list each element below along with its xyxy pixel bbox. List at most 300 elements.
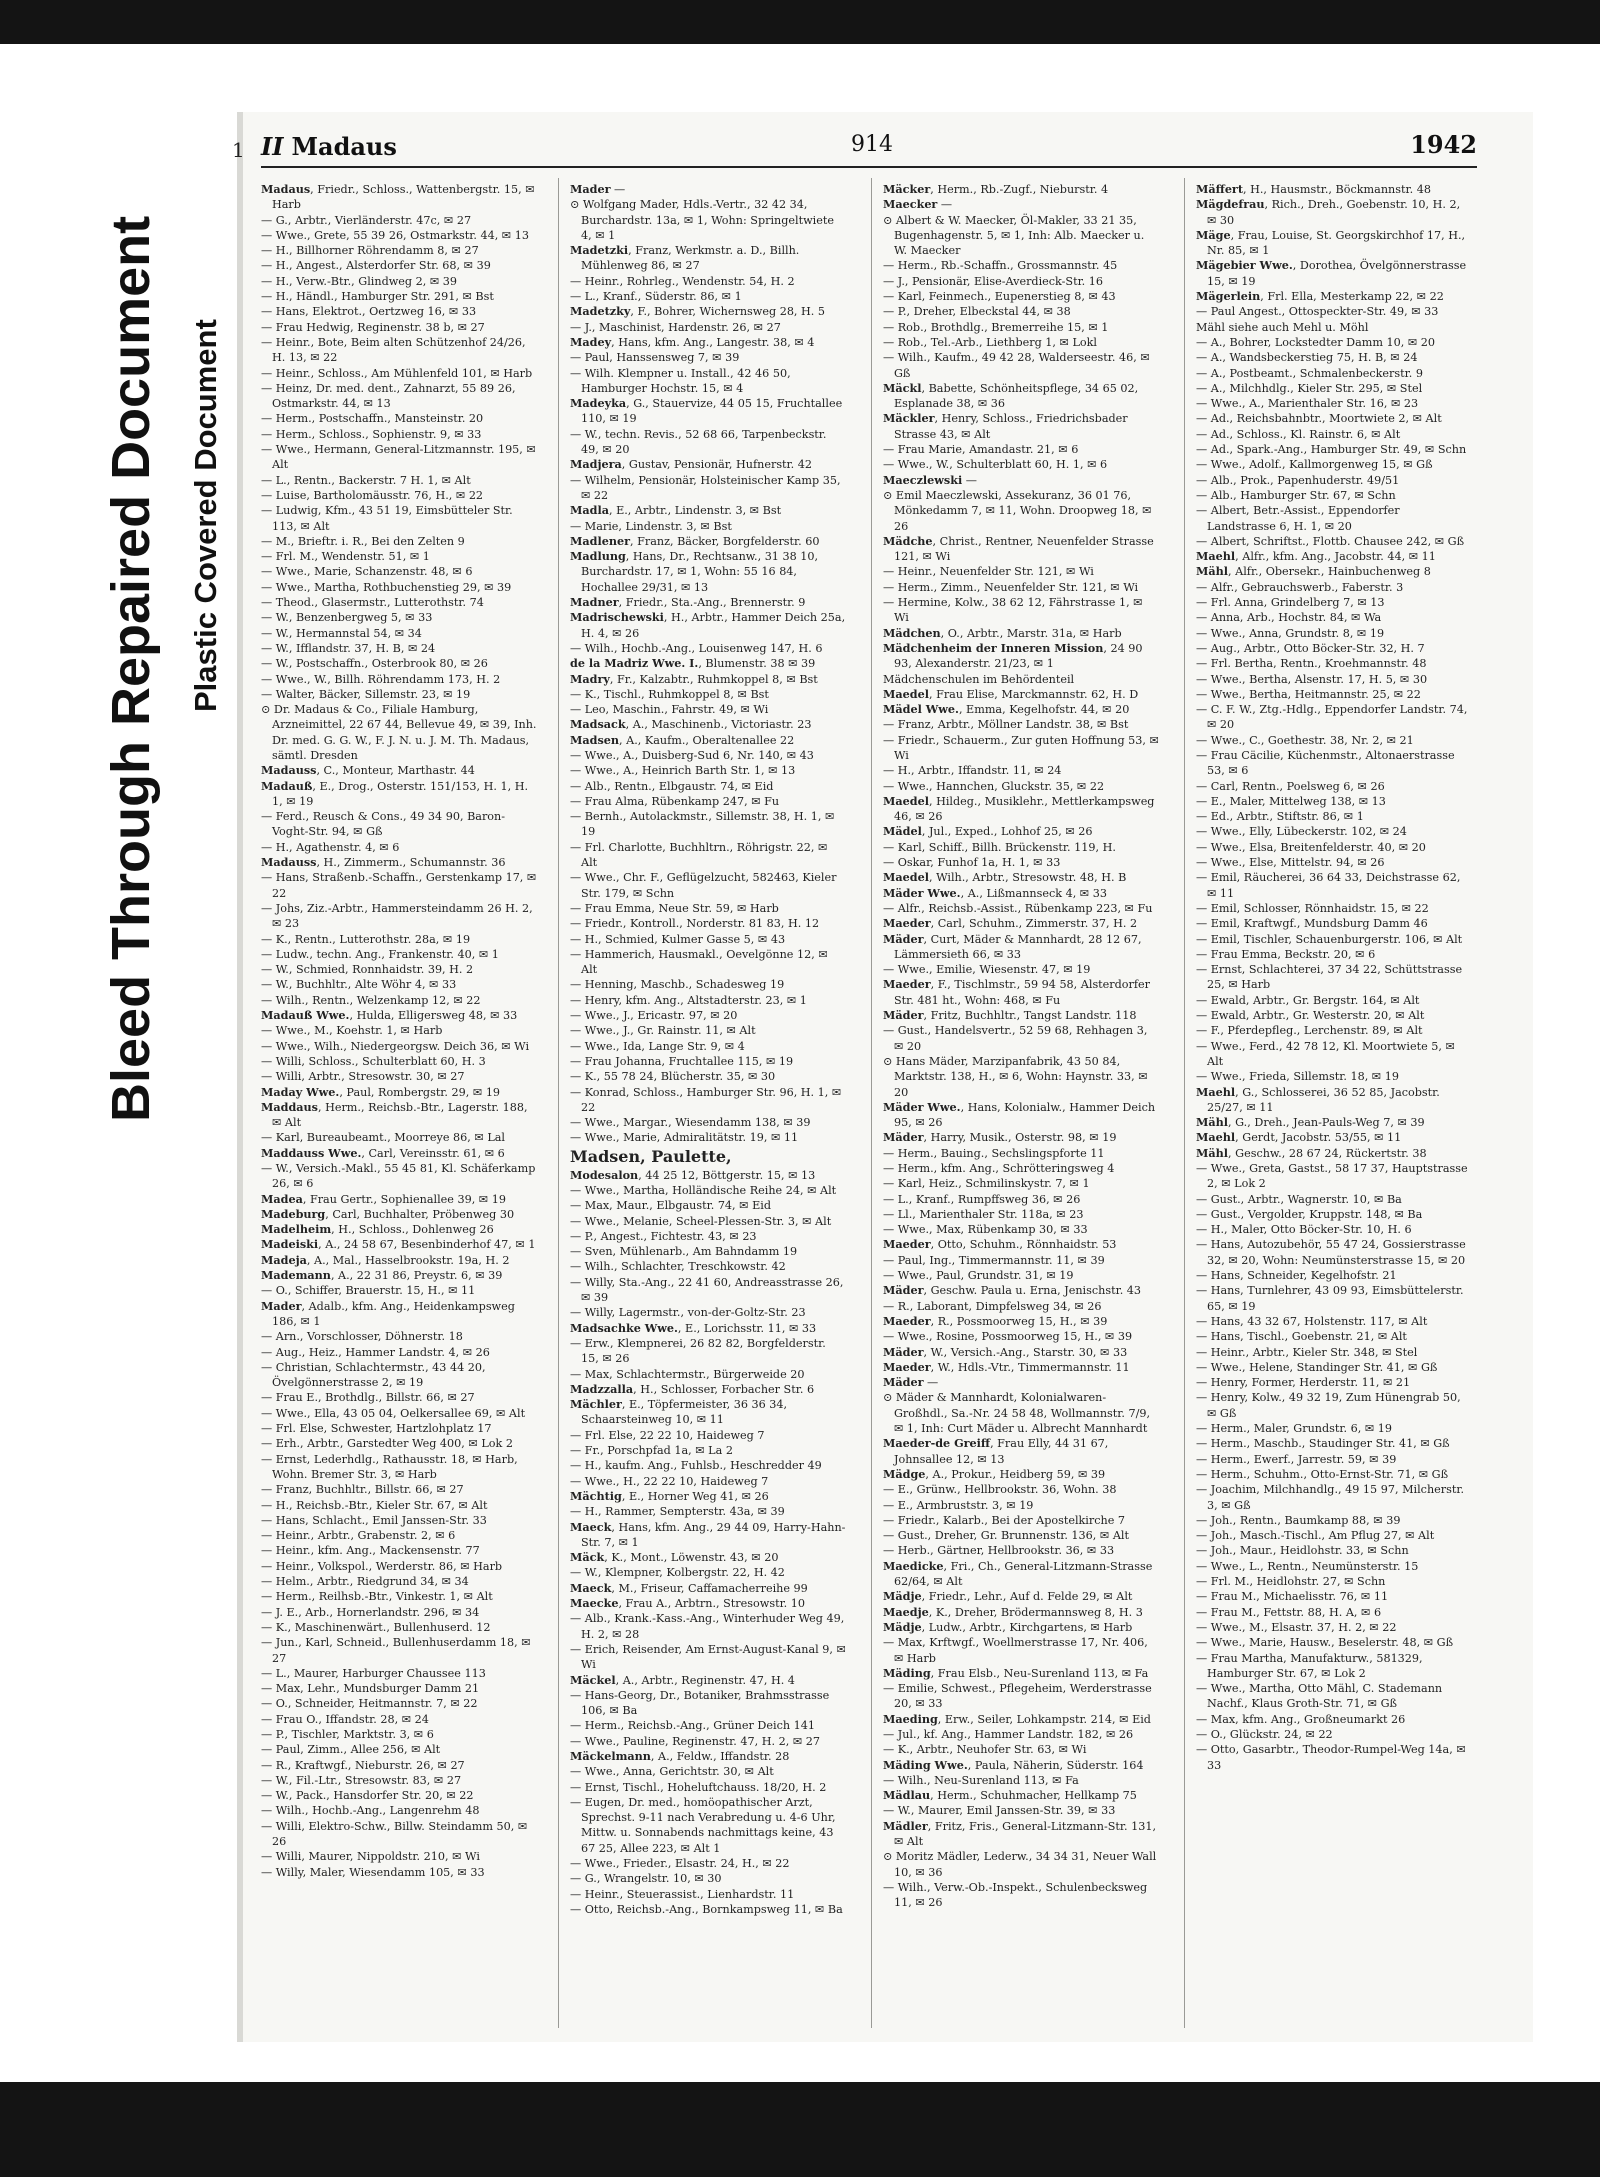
directory-entry: — Hans, Autozubehör, 55 47 24, Gossierstrasse 32, ✉ 20, Wohn: Neumünsterstrasse 15, ✉ 20 xyxy=(1196,1238,1466,1267)
directory-entry: Madelheim, H., Schloss., Dohlenweg 26 xyxy=(261,1222,494,1237)
directory-entry: — Wwe., Marie, Hausw., Beselerstr. 48, ✉ Gß xyxy=(1196,1636,1454,1650)
directory-entry: — W., Versich.-Makl., 55 45 81, Kl. Schäferkamp 26, ✉ 6 xyxy=(261,1162,536,1191)
directory-entry: — W., Klempner, Kolbergstr. 22, H. 42 xyxy=(570,1566,785,1580)
directory-entry: — Wwe., Bertha, Alsenstr. 17, H. 5, ✉ 30 xyxy=(1196,672,1428,686)
directory-entry: Mäckelmann, A., Feldw., Iffandstr. 28 xyxy=(570,1748,790,1763)
directory-entry: — Wilh., Neu-Surenland 113, ✉ Fa xyxy=(883,1773,1079,1787)
directory-entry: — Frl. Else, 22 22 10, Haideweg 7 xyxy=(570,1428,765,1442)
directory-entry: — Ludw., techn. Ang., Frankenstr. 40, ✉ 1 xyxy=(261,947,499,961)
directory-entry: Maehl, G., Schlosserei, 36 52 85, Jacobstr. 25/27, ✉ 11 xyxy=(1196,1084,1440,1114)
directory-entry: — Wwe., Margar., Wiesendamm 138, ✉ 39 xyxy=(570,1116,811,1130)
directory-entry: — Frau Alma, Rübenkamp 247, ✉ Fu xyxy=(570,794,780,808)
directory-entry: Maeder, Otto, Schuhm., Rönnhaidstr. 53 xyxy=(883,1237,1117,1252)
directory-entry: — Heinr., Volkspol., Werderstr. 86, ✉ Harb xyxy=(261,1559,503,1573)
directory-entry: Mäder, Geschw. Paula u. Erna, Jenischstr. 43 xyxy=(883,1283,1142,1298)
plastic-covered-label: Plastic Covered Document xyxy=(188,319,223,712)
directory-entry: — Wwe., Hannchen, Gluckstr. 35, ✉ 22 xyxy=(883,779,1105,793)
directory-entry: — Aug., Arbtr., Otto Böcker-Str. 32, H. 7 xyxy=(1196,641,1425,655)
directory-entry: Maedel, Wilh., Arbtr., Stresowstr. 48, H. B xyxy=(883,870,1127,885)
directory-entry: Mädchenheim der Inneren Mission, 24 90 93, Alexanderstr. 21/23, ✉ 1 xyxy=(883,640,1143,671)
directory-entry: Madauss, C., Monteur, Marthastr. 44 xyxy=(261,763,475,778)
directory-entry: — Emil, Räucherei, 36 64 33, Deichstrasse 62, ✉ 11 xyxy=(1196,871,1461,900)
directory-entry: — Joh., Maur., Heidlohstr. 33, ✉ Schn xyxy=(1196,1544,1409,1558)
directory-entry: — J., Maschinist, Hardenstr. 26, ✉ 27 xyxy=(570,320,781,334)
directory-entry: — Ad., Spark.-Ang., Hamburger Str. 49, ✉ Schn xyxy=(1196,443,1467,457)
directory-entry: — Wwe., Frieder., Elsastr. 24, H., ✉ 22 xyxy=(570,1857,790,1871)
directory-column-1 xyxy=(261,182,537,2022)
directory-entry: — W., Fil.-Ltr., Stresowstr. 83, ✉ 27 xyxy=(261,1773,462,1787)
directory-entry: — Albert, Schriftst., Flottb. Chausee 242, ✉ Gß xyxy=(1196,534,1465,548)
directory-entry: — Ernst, Tischl., Hoheluftchauss. 18/20, H. 2 xyxy=(570,1780,827,1794)
directory-entry: — Paul, Hanssensweg 7, ✉ 39 xyxy=(570,351,740,365)
directory-entry: — Wwe., Marie, Schanzenstr. 48, ✉ 6 xyxy=(261,565,473,579)
directory-entry: Maeding, Erw., Seiler, Lohkampstr. 214, ✉ Eid xyxy=(883,1711,1151,1726)
directory-entry: — Heinr., Arbtr., Kieler Str. 348, ✉ Stel xyxy=(1196,1345,1418,1359)
directory-entry: — Hans, Turnlehrer, 43 09 93, Eimsbüttelerstr. 65, ✉ 19 xyxy=(1196,1284,1464,1313)
directory-entry: — Frau Emma, Neue Str. 59, ✉ Harb xyxy=(570,901,779,915)
directory-entry: Mäcker, Herm., Rb.-Zugf., Nieburstr. 4 xyxy=(883,182,1109,196)
directory-entry: Mäckl, Babette, Schönheitspflege, 34 65 02, Esplanade 38, ✉ 36 xyxy=(883,380,1139,411)
directory-entry: — Bernh., Autolackmstr., Sillemstr. 38, H. 1, ✉ 19 xyxy=(570,810,835,839)
directory-entry: Madeja, A., Mal., Hasselbrookstr. 19a, H. 2 xyxy=(261,1252,510,1267)
directory-entry: — Joh., Masch.-Tischl., Am Pflug 27, ✉ Alt xyxy=(1196,1529,1435,1543)
directory-entry: — L., Kranf., Rumpffsweg 36, ✉ 26 xyxy=(883,1192,1081,1206)
directory-entry: — Wilh., Kaufm., 49 42 28, Walderseestr. 46, ✉ Gß xyxy=(883,351,1150,380)
directory-entry: — Frau M., Fettstr. 88, H. A, ✉ 6 xyxy=(1196,1605,1382,1619)
directory-entry: — J., Pensionär, Elise-Averdieck-Str. 16 xyxy=(883,274,1104,288)
directory-entry: — Wwe., W., Billh. Röhrendamm 173, H. 2 xyxy=(261,672,501,686)
directory-entry: — Herm., Reilhsb.-Btr., Vinkestr. 1, ✉ Alt xyxy=(261,1590,493,1604)
directory-entry: Maehl, Gerdt, Jacobstr. 53/55, ✉ 11 xyxy=(1196,1130,1402,1145)
directory-entry: Mäder, Curt, Mäder & Mannhardt, 28 12 67, Lämmersieth 66, ✉ 33 xyxy=(883,931,1142,961)
directory-entry: Maecke, Frau A., Arbtrn., Stresowstr. 10 xyxy=(570,1596,806,1611)
directory-entry: — Frl. Bertha, Rentn., Kroehmannstr. 48 xyxy=(1196,657,1427,671)
directory-entry: Madea, Frau Gertr., Sophienallee 39, ✉ 19 xyxy=(261,1191,506,1206)
directory-entry: ⊙ Hans Mäder, Marzipanfabrik, 43 50 84, Marktstr. 138, H., ✉ 6, Wohn: Haynstr. 33, ✉ 20 xyxy=(883,1054,1148,1099)
directory-entry: — Oskar, Funhof 1a, H. 1, ✉ 33 xyxy=(883,856,1061,870)
directory-entry: — Wilh., Schlachter, Treschkowstr. 42 xyxy=(570,1260,786,1274)
directory-entry: — Emil, Kraftwgf., Mundsburg Damm 46 xyxy=(1196,917,1428,931)
directory-entry: — Friedr., Schauerm., Zur guten Hoffnung 53, ✉ Wi xyxy=(883,733,1159,762)
directory-entry: — Wwe., J., Gr. Rainstr. 11, ✉ Alt xyxy=(570,1024,756,1038)
directory-entry: — Willy, Maler, Wiesendamm 105, ✉ 33 xyxy=(261,1865,485,1879)
directory-entry: — E., Maler, Mittelweg 138, ✉ 13 xyxy=(1196,794,1386,808)
directory-entry: — Anna, Arb., Hochstr. 84, ✉ Wa xyxy=(1196,611,1382,625)
directory-entry: — Paul Angest., Ottospeckter-Str. 49, ✉ 33 xyxy=(1196,305,1439,319)
directory-entry: — Wwe., Paul, Grundstr. 31, ✉ 19 xyxy=(883,1269,1074,1283)
directory-entry: — Wwe., Emilie, Wiesenstr. 47, ✉ 19 xyxy=(883,963,1091,977)
directory-entry: — Wwe., Melanie, Scheel-Plessen-Str. 3, ✉ Alt xyxy=(570,1214,832,1228)
directory-entry: — Wwe., Martha, Otto Mähl, C. Stademann Nachf., Klaus Groth-Str. 71, ✉ Gß xyxy=(1196,1682,1443,1711)
directory-entry: Madeburg, Carl, Buchhalter, Pröbenweg 30 xyxy=(261,1206,515,1221)
directory-entry: — Wwe., Hermann, General-Litzmannstr. 195, ✉ Alt xyxy=(261,443,536,472)
directory-entry: ⊙ Mäder & Mannhardt, Kolonialwaren-Großhdl., Sa.-Nr. 24 58 48, Wollmannstr. 7/9, ✉ 1, Inh: Curt Mäder u. Albrecht Mannhardt xyxy=(883,1391,1151,1436)
directory-entry: — H., Händl., Hamburger Str. 291, ✉ Bst xyxy=(261,290,494,304)
directory-entry: — Jul., kf. Ang., Hammer Landstr. 182, ✉ 26 xyxy=(883,1727,1134,1741)
directory-entry: — Willi, Elektro-Schw., Billw. Steindamm 50, ✉ 26 xyxy=(261,1819,528,1849)
directory-entry: Madetzki, Franz, Werkmstr. a. D., Billh. Mühlenweg 86, ✉ 27 xyxy=(570,243,800,273)
directory-entry: Mädler, Fritz, Fris., General-Litzmann-Str. 131, ✉ Alt xyxy=(883,1818,1157,1849)
directory-entry: — Ludwig, Kfm., 43 51 19, Eimsbütteler Str. 113, ✉ Alt xyxy=(261,504,513,533)
directory-entry: de la Madriz Wwe. I., Blumenstr. 38 ✉ 39 xyxy=(570,656,816,671)
directory-entry: — Emil, Tischler, Schauenburgerstr. 106, ✉ Alt xyxy=(1196,932,1463,946)
directory-entry: — Frl. M., Wendenstr. 51, ✉ 1 xyxy=(261,550,430,564)
section-number: II xyxy=(261,132,284,161)
directory-entry: Mäder — xyxy=(883,1375,939,1390)
directory-entry: — Heinr., Arbtr., Grabenstr. 2, ✉ 6 xyxy=(261,1529,456,1543)
directory-entry: Madsack, A., Maschinenb., Victoriastr. 23 xyxy=(570,717,812,732)
directory-entry: — Erich, Reisender, Am Ernst-August-Kanal 9, ✉ Wi xyxy=(570,1642,846,1672)
directory-entry: Madey, Hans, kfm. Ang., Langestr. 38, ✉ 4 xyxy=(570,334,815,349)
directory-entry: Maeder, Carl, Schuhm., Zimmerstr. 37, H. 2 xyxy=(883,916,1138,931)
directory-entry: — Herm., Reichsb.-Ang., Grüner Deich 141 xyxy=(570,1719,815,1733)
directory-entry: — K., Rentn., Lutterothstr. 28a, ✉ 19 xyxy=(261,932,471,946)
directory-entry: — Wwe., Wilh., Niedergeorgsw. Deich 36, ✉ Wi xyxy=(261,1039,530,1053)
directory-entry: Mädchen, O., Arbtr., Marstr. 31a, ✉ Harb xyxy=(883,625,1122,640)
directory-entry: — Gust., Vergolder, Kruppstr. 148, ✉ Ba xyxy=(1196,1207,1423,1221)
directory-entry: — W., Maurer, Emil Janssen-Str. 39, ✉ 33 xyxy=(883,1804,1116,1818)
directory-entry: — Theod., Glasermstr., Lutterothstr. 74 xyxy=(261,596,484,610)
directory-entry: Madauß Wwe., Hulda, Elligersweg 48, ✉ 33 xyxy=(261,1008,518,1023)
directory-entry: — Willy, Sta.-Ang., 22 41 60, Andreasstrasse 26, ✉ 39 xyxy=(570,1275,844,1305)
directory-entry: — W., Benzenbergweg 5, ✉ 33 xyxy=(261,611,433,625)
directory-entry: — A., Wandsbeckerstieg 75, H. B, ✉ 24 xyxy=(1196,351,1418,365)
directory-page xyxy=(232,112,1533,2042)
document-condition-banner xyxy=(100,215,230,1122)
directory-entry: Mädchenschulen im Behördenteil xyxy=(883,672,1075,686)
directory-entry: — Wwe., L., Rentn., Neumünsterstr. 15 xyxy=(1196,1559,1419,1573)
directory-entry: Maddauss Wwe., Carl, Vereinsstr. 61, ✉ 6 xyxy=(261,1145,505,1160)
directory-entry: — Wwe., Greta, Gastst., 58 17 37, Hauptstrasse 2, ✉ Lok 2 xyxy=(1196,1162,1468,1191)
directory-entry: — Max, Schlachtermstr., Bürgerweide 20 xyxy=(570,1367,805,1381)
directory-column-3 xyxy=(883,182,1159,2022)
directory-entry: Maeck, Hans, kfm. Ang., 29 44 09, Harry-Hahn-Str. 7, ✉ 1 xyxy=(570,1519,846,1549)
directory-entry: Madeiski, A., 24 58 67, Besenbinderhof 47, ✉ 1 xyxy=(261,1237,536,1252)
directory-entry: — Herm., Postschaffn., Mansteinstr. 20 xyxy=(261,412,484,426)
directory-entry: — Hans, 43 32 67, Holstenstr. 117, ✉ Alt xyxy=(1196,1314,1428,1328)
directory-entry: — Wwe., Pauline, Reginenstr. 47, H. 2, ✉ 27 xyxy=(570,1734,820,1748)
directory-entry: — Alb., Prok., Papenhuderstr. 49/51 xyxy=(1196,473,1400,487)
directory-entry: ⊙ Moritz Mädler, Lederw., 34 34 31, Neuer Wall 10, ✉ 36 xyxy=(883,1850,1157,1879)
directory-entry: — G., Wrangelstr. 10, ✉ 30 xyxy=(570,1872,722,1886)
directory-entry: — Herm., Maler, Grundstr. 6, ✉ 19 xyxy=(1196,1422,1393,1436)
directory-entry: — K., Maschinenwärt., Bullenhuserd. 12 xyxy=(261,1620,491,1634)
directory-entry: — Wwe., J., Ericastr. 97, ✉ 20 xyxy=(570,1009,738,1023)
directory-entry: Maday Wwe., Paul, Rombergstr. 29, ✉ 19 xyxy=(261,1084,501,1099)
directory-entry: — Wwe., Elly, Lübeckerstr. 102, ✉ 24 xyxy=(1196,825,1407,839)
directory-entry: Mädel Wwe., Emma, Kegelhofstr. 44, ✉ 20 xyxy=(883,702,1130,717)
directory-entry: — Hans, Elektrot., Oertzweg 16, ✉ 33 xyxy=(261,305,477,319)
directory-entry: — W., techn. Revis., 52 68 66, Tarpenbeckstr. 49, ✉ 20 xyxy=(570,427,827,457)
directory-entry: Mädje, Friedr., Lehr., Auf d. Felde 29, ✉ Alt xyxy=(883,1589,1133,1604)
directory-entry: — Frau Martha, Manufakturw., 581329, Hamburger Str. 67, ✉ Lok 2 xyxy=(1196,1651,1423,1680)
directory-entry: — K., Arbtr., Neuhofer Str. 63, ✉ Wi xyxy=(883,1743,1087,1757)
directory-entry: — C. F. W., Ztg.-Hdlg., Eppendorfer Landstr. 74, ✉ 20 xyxy=(1196,703,1468,732)
directory-entry: — H., Schmied, Kulmer Gasse 5, ✉ 43 xyxy=(570,932,786,946)
directory-entry: — Wilh., Verw.-Ob.-Inspekt., Schulenbecksweg 11, ✉ 26 xyxy=(883,1880,1148,1910)
column-divider xyxy=(871,178,872,2028)
directory-entry: — O., Schneider, Heitmannstr. 7, ✉ 22 xyxy=(261,1697,478,1711)
directory-entry: — H., Billhorner Röhrendamm 8, ✉ 27 xyxy=(261,244,479,258)
directory-entry: — Frau Cäcilie, Küchenmstr., Altonaerstrasse 53, ✉ 6 xyxy=(1196,748,1455,778)
directory-entry: — Frau O., Iffandstr. 28, ✉ 24 xyxy=(261,1712,429,1726)
directory-entry: Madsachke Wwe., E., Lorichsstr. 11, ✉ 33 xyxy=(570,1320,817,1335)
directory-entry: Maedel, Frau Elise, Marckmannstr. 62, H. D xyxy=(883,686,1139,701)
directory-entry: — Sven, Mühlenarb., Am Bahndamm 19 xyxy=(570,1245,798,1259)
directory-entry: — Arn., Vorschlosser, Döhnerstr. 18 xyxy=(261,1330,463,1344)
directory-entry: — Frau M., Michaelisstr. 76, ✉ 11 xyxy=(1196,1590,1389,1604)
directory-entry: — Wwe., A., Duisberg-Sud 6, Nr. 140, ✉ 43 xyxy=(570,748,814,762)
directory-entry: — L., Maurer, Harburger Chaussee 113 xyxy=(261,1666,486,1680)
directory-entry: Mäder, Fritz, Buchhltr., Tangst Landstr. 118 xyxy=(883,1008,1137,1023)
directory-entry: Maeder-de Greiff, Frau Elly, 44 31 67, Johnsallee 12, ✉ 13 xyxy=(883,1436,1109,1466)
directory-entry: — Erw., Klempnerei, 26 82 82, Borgfelderstr. 15, ✉ 26 xyxy=(570,1336,826,1366)
directory-entry: Madla, E., Arbtr., Lindenstr. 3, ✉ Bst xyxy=(570,503,782,518)
directory-entry: — Ewald, Arbtr., Gr. Westerstr. 20, ✉ Alt xyxy=(1196,1009,1425,1023)
directory-entry: — Karl, Bureaubeamt., Moorreye 86, ✉ Lal xyxy=(261,1131,506,1145)
directory-entry: — L., Rentn., Backerstr. 7 H. 1, ✉ Alt xyxy=(261,473,471,487)
directory-entry: — Wwe., Helene, Standinger Str. 41, ✉ Gß xyxy=(1196,1360,1438,1374)
directory-entry: — A., Postbeamt., Schmalenbeckerstr. 9 xyxy=(1196,366,1423,380)
directory-entry: Mächler, E., Töpfermeister, 36 36 34, Schaarsteinweg 10, ✉ 11 xyxy=(570,1397,788,1427)
directory-entry: — E., Armbruststr. 3, ✉ 19 xyxy=(883,1498,1034,1512)
directory-entry: — Wwe., M., Koehstr. 1, ✉ Harb xyxy=(261,1024,443,1038)
directory-entry: — Herm., Rb.-Schaffn., Grossmannstr. 45 xyxy=(883,259,1118,273)
directory-entry: — H., Rammer, Sempterstr. 43a, ✉ 39 xyxy=(570,1505,785,1519)
directory-entry: Madlung, Hans, Dr., Rechtsanw., 31 38 10, Burchardstr. 17, ✉ 1, Wohn: 55 16 84, Hochallee 29/31, ✉ 13 xyxy=(570,549,819,594)
directory-entry: — Herm., Bauing., Sechslingspforte 11 xyxy=(883,1146,1105,1160)
directory-entry: ⊙ Albert & W. Maecker, Öl-Makler, 33 21 35, Bugenhagenstr. 5, ✉ 1, Inh: Alb. Maecker u. W. Maecker xyxy=(883,213,1145,258)
directory-entry: — Wwe., Martha, Holländische Reihe 24, ✉ Alt xyxy=(570,1184,837,1197)
directory-entry: Madjera, Gustav, Pensionär, Hufnerstr. 42 xyxy=(570,457,813,472)
directory-entry: — Frau Marie, Amandastr. 21, ✉ 6 xyxy=(883,443,1079,457)
directory-entry: Mäder Wwe., Hans, Kolonialw., Hammer Deich 95, ✉ 26 xyxy=(883,1099,1156,1130)
directory-entry: — O., Schiffer, Brauerstr. 15, H., ✉ 11 xyxy=(261,1284,476,1298)
directory-entry: — Wilhelm, Pensionär, Holsteinischer Kamp 35, ✉ 22 xyxy=(570,473,841,502)
directory-entry: Mäckler, Henry, Schloss., Friedrichsbader Strasse 43, ✉ Alt xyxy=(883,411,1128,441)
directory-column-2 xyxy=(570,182,846,2022)
directory-entry: Mader, Adalb., kfm. Ang., Heidenkampsweg 186, ✉ 1 xyxy=(261,1298,515,1328)
directory-entry: — Max, Maur., Elbgaustr. 74, ✉ Eid xyxy=(570,1199,772,1213)
directory-entry: — Albert, Betr.-Assist., Eppendorfer Landstrasse 6, H. 1, ✉ 20 xyxy=(1196,504,1400,533)
directory-entry: — Wwe., C., Goethestr. 38, Nr. 2, ✉ 21 xyxy=(1196,733,1414,747)
directory-entry: — Gust., Dreher, Gr. Brunnenstr. 136, ✉ Alt xyxy=(883,1529,1129,1543)
directory-entry: Maeder, W., Hdls.-Vtr., Timmermannstr. 11 xyxy=(883,1359,1130,1374)
directory-entry: — Alb., Hamburger Str. 67, ✉ Schn xyxy=(1196,488,1396,502)
directory-entry: — Wwe., Bertha, Heitmannstr. 25, ✉ 22 xyxy=(1196,687,1421,701)
directory-entry: Madry, Fr., Kalzabtr., Ruhmkoppel 8, ✉ Bst xyxy=(570,671,818,686)
directory-entry: — Wwe., Martha, Rothbuchenstieg 29, ✉ 39 xyxy=(261,580,512,594)
directory-entry: Mächtig, E., Horner Weg 41, ✉ 26 xyxy=(570,1488,769,1503)
directory-entry: Mägerlein, Frl. Ella, Mesterkamp 22, ✉ 22 xyxy=(1196,289,1444,304)
directory-entry: — Wwe., H., 22 22 10, Haideweg 7 xyxy=(570,1474,769,1488)
directory-entry: Mädlau, Herm., Schuhmacher, Hellkamp 75 xyxy=(883,1788,1137,1803)
directory-entry: Mademann, A., 22 31 86, Preystr. 6, ✉ 39 xyxy=(261,1268,503,1283)
directory-entry: — H., Maler, Otto Böcker-Str. 10, H. 6 xyxy=(1196,1223,1412,1237)
directory-entry: — Alb., Rentn., Elbgaustr. 74, ✉ Eid xyxy=(570,779,774,793)
directory-entry: — Ferd., Reusch & Cons., 49 34 90, Baron-Voght-Str. 94, ✉ Gß xyxy=(261,810,506,839)
directory-entry: — R., Laborant, Dimpfelsweg 34, ✉ 26 xyxy=(883,1299,1102,1313)
directory-entry: ⊙ Dr. Madaus & Co., Filiale Hamburg, Arzneimittel, 22 67 44, Bellevue 49, ✉ 39, Inh. Dr. med. G. G. W., F. J. N. u. J. M. Th. Madaus, sämtl. Dresden xyxy=(261,703,537,762)
directory-entry: — A., Bohrer, Lockstedter Damm 10, ✉ 20 xyxy=(1196,335,1436,349)
directory-entry: — Heinr., Bote, Beim alten Schützenhof 24/26, H. 13, ✉ 22 xyxy=(261,335,526,365)
directory-entry: Mädche, Christ., Rentner, Neuenfelder Strasse 121, ✉ Wi xyxy=(883,533,1154,564)
directory-entry: — Hans, Straßenb.-Schaffn., Gerstenkamp 17, ✉ 22 xyxy=(261,871,537,900)
directory-entry: — Hammerich, Hausmakl., Oevelgönne 12, ✉ Alt xyxy=(570,947,828,977)
directory-entry: — Herm., Maschb., Staudinger Str. 41, ✉ Gß xyxy=(1196,1437,1450,1451)
directory-entry: — Wwe., Chr. F., Geflügelzucht, 582463, Kieler Str. 179, ✉ Schn xyxy=(570,871,837,900)
directory-entry: — Heinz, Dr. med. dent., Zahnarzt, 55 89 26, Ostmarkstr. 44, ✉ 13 xyxy=(261,381,516,411)
directory-entry: Maehl, Alfr., kfm. Ang., Jacobstr. 44, ✉ 11 xyxy=(1196,549,1436,564)
directory-entry: — Paul, Zimm., Allee 256, ✉ Alt xyxy=(261,1743,441,1757)
directory-entry: — W., Pack., Hansdorfer Str. 20, ✉ 22 xyxy=(261,1789,474,1803)
directory-entry: — Hans-Georg, Dr., Botaniker, Brahmsstrasse 106, ✉ Ba xyxy=(570,1688,830,1718)
directory-entry: — G., Arbtr., Vierländerstr. 47c, ✉ 27 xyxy=(261,213,472,227)
directory-entry: Mägdefrau, Rich., Dreh., Goebenstr. 10, H. 2, ✉ 30 xyxy=(1196,197,1461,227)
directory-entry: — Herm., Ewerf., Jarrestr. 59, ✉ 39 xyxy=(1196,1452,1397,1466)
directory-entry: Mäffert, H., Hausmstr., Böckmannstr. 48 xyxy=(1196,182,1431,196)
directory-entry: — Jun., Karl, Schneid., Bullenhuserdamm 18, ✉ 27 xyxy=(261,1636,531,1665)
directory-entry: Maedel, Hildeg., Musiklehr., Mettlerkampsweg 46, ✉ 26 xyxy=(883,793,1155,824)
directory-entry: — Otto, Gasarbtr., Theodor-Rumpel-Weg 14a, ✉ 33 xyxy=(1196,1743,1466,1772)
directory-entry: — Wwe., Anna, Gerichtstr. 30, ✉ Alt xyxy=(570,1765,774,1779)
directory-entry: — Leo, Maschin., Fahrstr. 49, ✉ Wi xyxy=(570,703,769,717)
directory-entry: — Herm., Zimm., Neuenfelder Str. 121, ✉ Wi xyxy=(883,580,1139,594)
directory-entry: — Frl. Else, Schwester, Hartzlohplatz 17 xyxy=(261,1422,492,1436)
directory-entry: — W., Hermannstal 54, ✉ 34 xyxy=(261,626,422,640)
directory-entry: — Wwe., Ida, Lange Str. 9, ✉ 4 xyxy=(570,1039,745,1053)
directory-entry: — H., Verw.-Btr., Glindweg 2, ✉ 39 xyxy=(261,274,458,288)
directory-entry: — Max, Krftwgf., Woellmerstrasse 17, Nr. 406, ✉ Harb xyxy=(883,1636,1148,1665)
directory-entry: — Karl, Heiz., Schmilinskystr. 7, ✉ 1 xyxy=(883,1177,1090,1191)
directory-entry: — A., Milchhdlg., Kieler Str. 295, ✉ Stel xyxy=(1196,381,1423,395)
page-header xyxy=(261,130,1477,168)
directory-entry: — Erh., Arbtr., Garstedter Weg 400, ✉ Lok 2 xyxy=(261,1437,513,1451)
directory-entry: — Wwe., A., Marienthaler Str. 16, ✉ 23 xyxy=(1196,397,1419,411)
directory-entry: Maeder, R., Possmoorweg 15, H., ✉ 39 xyxy=(883,1313,1108,1328)
directory-entry: — Wwe., W., Schulterblatt 60, H. 1, ✉ 6 xyxy=(883,458,1108,472)
directory-entry: ⊙ Wolfgang Mader, Hdls.-Vertr., 32 42 34, Burchardstr. 13a, ✉ 1, Wohn: Springeltwiete 4, ✉ 1 xyxy=(570,198,834,242)
directory-entry: — O., Glückstr. 24, ✉ 22 xyxy=(1196,1727,1333,1741)
directory-entry: — Herb., Gärtner, Hellbrookstr. 36, ✉ 33 xyxy=(883,1544,1115,1558)
directory-entry: Mäder Wwe., A., Lißmannseck 4, ✉ 33 xyxy=(883,885,1107,900)
directory-entry: — Heinr., kfm. Ang., Mackensenstr. 77 xyxy=(261,1544,480,1558)
directory-entry: — Karl, Schiff., Billh. Brückenstr. 119, H. xyxy=(883,840,1116,854)
directory-entry: — Emilie, Schwest., Pflegeheim, Werderstrasse 20, ✉ 33 xyxy=(883,1682,1152,1711)
directory-entry: — Eugen, Dr. med., homöopathischer Arzt, Sprechst. 9-11 nach Verabredung u. 4-6 Uhr, Mittw. u. Sonnabends nachmittags keine, 43 67 25, Allee 223, ✉ Alt 1 xyxy=(570,1795,836,1855)
directory-entry: Mäding Wwe., Paula, Näherin, Süderstr. 164 xyxy=(883,1757,1144,1772)
directory-entry: — Wwe., Max, Rübenkamp 30, ✉ 33 xyxy=(883,1223,1088,1237)
directory-entry: — Ad., Reichsbahnbtr., Moortwiete 2, ✉ Alt xyxy=(1196,412,1442,426)
directory-entry: — W., Postschaffn., Osterbrook 80, ✉ 26 xyxy=(261,657,488,671)
directory-entry: — H., Reichsb.-Btr., Kieler Str. 67, ✉ Alt xyxy=(261,1498,488,1512)
directory-entry: — Wilh., Rentn., Welzenkamp 12, ✉ 22 xyxy=(261,993,481,1007)
directory-entry: — Frl. M., Heidlohstr. 27, ✉ Schn xyxy=(1196,1575,1386,1589)
directory-entry: — Helm., Arbtr., Riedgrund 34, ✉ 34 xyxy=(261,1575,469,1589)
directory-entry: — H., Arbtr., Iffandstr. 11, ✉ 24 xyxy=(883,764,1062,778)
running-head xyxy=(261,132,397,161)
directory-entry: — Heinr., Neuenfelder Str. 121, ✉ Wi xyxy=(883,565,1094,579)
directory-entry: — W., Ifflandstr. 37, H. B, ✉ 24 xyxy=(261,641,436,655)
directory-entry: — Rob., Brothdlg., Bremerreihe 15, ✉ 1 xyxy=(883,320,1109,334)
directory-entry: — Heinr., Rohrleg., Wendenstr. 54, H. 2 xyxy=(570,274,795,288)
directory-entry: — Hans, Schneider, Kegelhofstr. 21 xyxy=(1196,1269,1397,1283)
directory-entry: Mägebier Wwe., Dorothea, Övelgönnerstrasse 15, ✉ 19 xyxy=(1196,258,1467,288)
directory-entry: — Alb., Krank.-Kass.-Ang., Winterhuder Weg 49, H. 2, ✉ 28 xyxy=(570,1612,845,1641)
directory-entry: Mäck, K., Mont., Löwenstr. 43, ✉ 20 xyxy=(570,1550,779,1565)
directory-entry: — P., Angest., Fichtestr. 43, ✉ 23 xyxy=(570,1229,757,1243)
directory-entry: Mäckel, A., Arbtr., Reginenstr. 47, H. 4 xyxy=(570,1672,795,1687)
directory-entry: Mader — xyxy=(570,182,626,196)
directory-entry: — Karl, Feinmech., Eupenerstieg 8, ✉ 43 xyxy=(883,290,1116,304)
directory-entry: — Wwe., Elsa, Breitenfelderstr. 40, ✉ 20 xyxy=(1196,840,1426,854)
directory-entry: — Wwe., Ella, 43 05 04, Oelkersallee 69, ✉ Alt xyxy=(261,1406,526,1420)
directory-entry: Mäder, Harry, Musik., Osterstr. 98, ✉ 19 xyxy=(883,1130,1117,1145)
directory-entry: — W., Schmied, Ronnhaidstr. 39, H. 2 xyxy=(261,963,474,977)
directory-entry: Mäding, Frau Elsb., Neu-Surenland 113, ✉ Fa xyxy=(883,1665,1149,1680)
directory-entry: — F., Pferdepfleg., Lerchenstr. 89, ✉ Alt xyxy=(1196,1024,1423,1038)
directory-entry: — Frau Emma, Beckstr. 20, ✉ 6 xyxy=(1196,947,1376,961)
directory-entry: — Alfr., Reichsb.-Assist., Rübenkamp 223, ✉ Fu xyxy=(883,901,1153,915)
directory-entry: — Friedr., Kalarb., Bei der Apostelkirche 7 xyxy=(883,1513,1125,1527)
directory-entry: Mädel, Jul., Exped., Lohhof 25, ✉ 26 xyxy=(883,824,1093,839)
directory-entry: Mähl siehe auch Mehl u. Möhl xyxy=(1196,320,1369,334)
directory-entry: — E., Grünw., Hellbrookstr. 36, Wohn. 38 xyxy=(883,1483,1117,1497)
directory-entry: — Christian, Schlachtermstr., 43 44 20, Övelgönnerstrasse 2, ✉ 19 xyxy=(261,1360,486,1390)
directory-entry: — Johs, Ziz.-Arbtr., Hammersteindamm 26 H. 2, ✉ 23 xyxy=(261,901,533,931)
directory-entry: Mädge, A., Prokur., Heidberg 59, ✉ 39 xyxy=(883,1466,1106,1481)
directory-entry: Maddaus, Herm., Reichsb.-Btr., Lagerstr. 188, ✉ Alt xyxy=(261,1099,528,1130)
directory-entry: — L., Kranf., Süderstr. 86, ✉ 1 xyxy=(570,290,742,304)
directory-entry: Maecker — xyxy=(883,197,953,212)
directory-entry: Mähl, Geschw., 28 67 24, Rückertstr. 38 xyxy=(1196,1145,1427,1160)
column-divider xyxy=(1184,178,1185,2028)
directory-entry: — Gust., Arbtr., Wagnerstr. 10, ✉ Ba xyxy=(1196,1192,1402,1206)
page-margin-mark: 1 xyxy=(232,138,245,162)
directory-entry: — Ll., Marienthaler Str. 118a, ✉ 23 xyxy=(883,1207,1084,1221)
directory-entry: — H., kaufm. Ang., Fuhlsb., Heschredder 49 xyxy=(570,1459,822,1473)
directory-entry: Madeyka, G., Stauervize, 44 05 15, Fruchtallee 110, ✉ 19 xyxy=(570,396,843,426)
directory-entry: — Wwe., Grete, 55 39 26, Ostmarkstr. 44, ✉ 13 xyxy=(261,228,529,242)
directory-entry: — P., Dreher, Elbeckstal 44, ✉ 38 xyxy=(883,305,1071,319)
directory-entry: — Ernst, Schlachterei, 37 34 22, Schüttstrasse 25, ✉ Harb xyxy=(1196,963,1463,992)
directory-entry: Madauss, H., Zimmerm., Schumannstr. 36 xyxy=(261,855,506,870)
directory-entry: — Wwe., Rosine, Possmoorweg 15, H., ✉ 39 xyxy=(883,1330,1133,1344)
directory-entry: — Wilh. Klempner u. Install., 42 46 50, Hamburger Hochstr. 15, ✉ 4 xyxy=(570,366,791,395)
directory-entry: — Konrad, Schloss., Hamburger Str. 96, H. 1, ✉ 22 xyxy=(570,1085,842,1114)
directory-entry: — Alfr., Gebrauchswerb., Faberstr. 3 xyxy=(1196,580,1404,594)
directory-column-4 xyxy=(1196,182,1472,2022)
directory-entry: — Willi, Schloss., Schulterblatt 60, H. 3 xyxy=(261,1054,486,1068)
directory-entry: — Walter, Bäcker, Sillemstr. 23, ✉ 19 xyxy=(261,687,471,701)
directory-entry: — Wwe., Else, Mittelstr. 94, ✉ 26 xyxy=(1196,856,1385,870)
directory-entry: Madetzky, F., Bohrer, Wichernsweg 28, H. 5 xyxy=(570,304,826,319)
directory-entry: — Frl. Charlotte, Buchhltrn., Röhrigstr. 22, ✉ Alt xyxy=(570,840,828,870)
directory-entry: — Wilh., Hochb.-Ang., Louisenweg 147, H. 6 xyxy=(570,641,823,655)
directory-entry: Mähl, Alfr., Obersekr., Hainbuchenweg 8 xyxy=(1196,564,1431,579)
directory-entry: Maeder, F., Tischlmstr., 59 94 58, Alsterdorfer Str. 481 ht., Wohn: 468, ✉ Fu xyxy=(883,977,1151,1007)
directory-entry: — Willy, Lagermstr., von-der-Goltz-Str. 23 xyxy=(570,1306,806,1320)
page-number: 914 xyxy=(851,132,893,157)
bottom-scan-border xyxy=(0,2082,1600,2177)
directory-entry: — Hans, Tischl., Goebenstr. 21, ✉ Alt xyxy=(1196,1330,1407,1344)
directory-entry: Madlener, Franz, Bäcker, Borgfelderstr. 60 xyxy=(570,533,820,548)
directory-entry: — K., 55 78 24, Blücherstr. 35, ✉ 30 xyxy=(570,1070,776,1084)
directory-entry: — Henry, kfm. Ang., Altstadterstr. 23, ✉ 1 xyxy=(570,993,807,1007)
directory-entry: Madauß, E., Drog., Osterstr. 151/153, H. 1, H. 1, ✉ 19 xyxy=(261,778,529,808)
directory-entry: — Wwe., Frieda, Sillemstr. 18, ✉ 19 xyxy=(1196,1070,1399,1084)
directory-entry: — Willi, Maurer, Nippoldstr. 210, ✉ Wi xyxy=(261,1850,480,1864)
